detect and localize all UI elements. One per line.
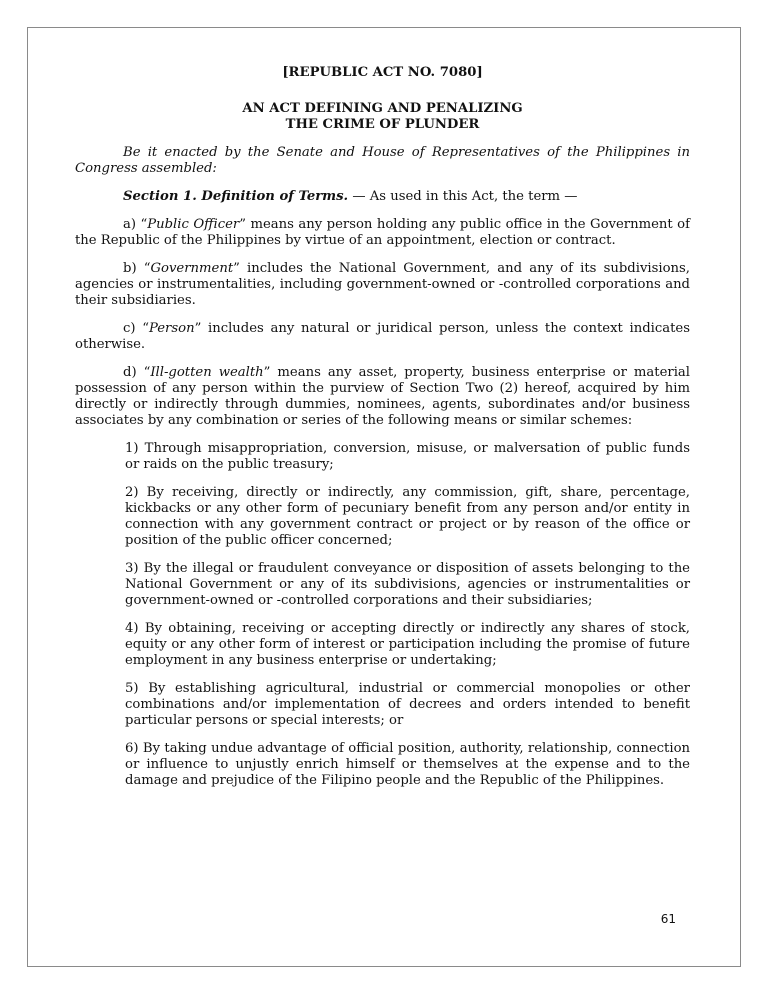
means-item-1: 1) Through misappropriation, conversion, misuse, or malversation of public funds or raids on the public treasury; [125,441,690,472]
definition-b: b) “Government” includes the National Government, and any of its subdivisions, agencies or instrumentalities, including government-owned or -controlled corporations and their subsidiaries. [75,261,690,308]
act-number: [REPUBLIC ACT NO. 7080] [282,65,483,80]
section-intro: — As used in this Act, the term — [348,189,578,204]
definition-c: c) “Person” includes any natural or juridical person, unless the context indicates otherwise. [75,321,691,352]
page-number: 61 [660,912,676,926]
term-person: Person [148,321,195,336]
term-public-officer: Public Officer [147,217,240,232]
means-item-6: 6) By taking undue advantage of official position, authority, relationship, connection or influence to unjustly enrich himself or themselves at the expense and to the damage and prejudice of the Filipino people and the Republic of the Philippines. [125,741,690,788]
means-item-2: 2) By receiving, directly or indirectly, any commission, gift, share, percentage, kickbacks or any other form of pecuniary benefit from any person and/or entity in connection with any government contract or project or by reason of the office or position of the public officer concerned; [125,485,690,548]
term-government: Government [150,261,234,276]
document-body [75,65,690,801]
preamble: Be it enacted by the Senate and House of Representatives of the Philippines in Congress assembled: [75,145,690,176]
means-item-4: 4) By obtaining, receiving or accepting directly or indirectly any shares of stock, equity or any other form of interest or participation including the promise of future employment in any business enterprise or undertaking; [125,621,690,668]
means-item-3: 3) By the illegal or fraudulent conveyance or disposition of assets belonging to the National Government or any of its subdivisions, agencies or instrumentalities or government-owned or -controlled corporations and their subsidiaries; [125,561,690,608]
title-line-2: THE CRIME OF PLUNDER [285,117,480,132]
means-item-5: 5) By establishing agricultural, industrial or commercial monopolies or other combinations and/or implementation of decrees and orders intended to benefit particular persons or special interests; or [125,681,690,728]
definition-a: a) “Public Officer” means any person holding any public office in the Government of the Republic of the Philippines by virtue of an appointment, election or contract. [75,217,690,248]
section-1 [75,189,690,205]
definition-d: d) “Ill-gotten wealth” means any asset, property, business enterprise or material possession of any person within the purview of Section Two (2) hereof, acquired by him directly or indirectly through dummies, nominees, agents, subordinates and/or business associates by any combination or series of the following means or similar schemes: [75,365,690,428]
title-line-1: AN ACT DEFINING AND PENALIZING [242,101,523,116]
term-ill-gotten-wealth: Ill-gotten wealth [150,365,264,380]
section-heading: Section 1. Definition of Terms. [123,189,349,204]
